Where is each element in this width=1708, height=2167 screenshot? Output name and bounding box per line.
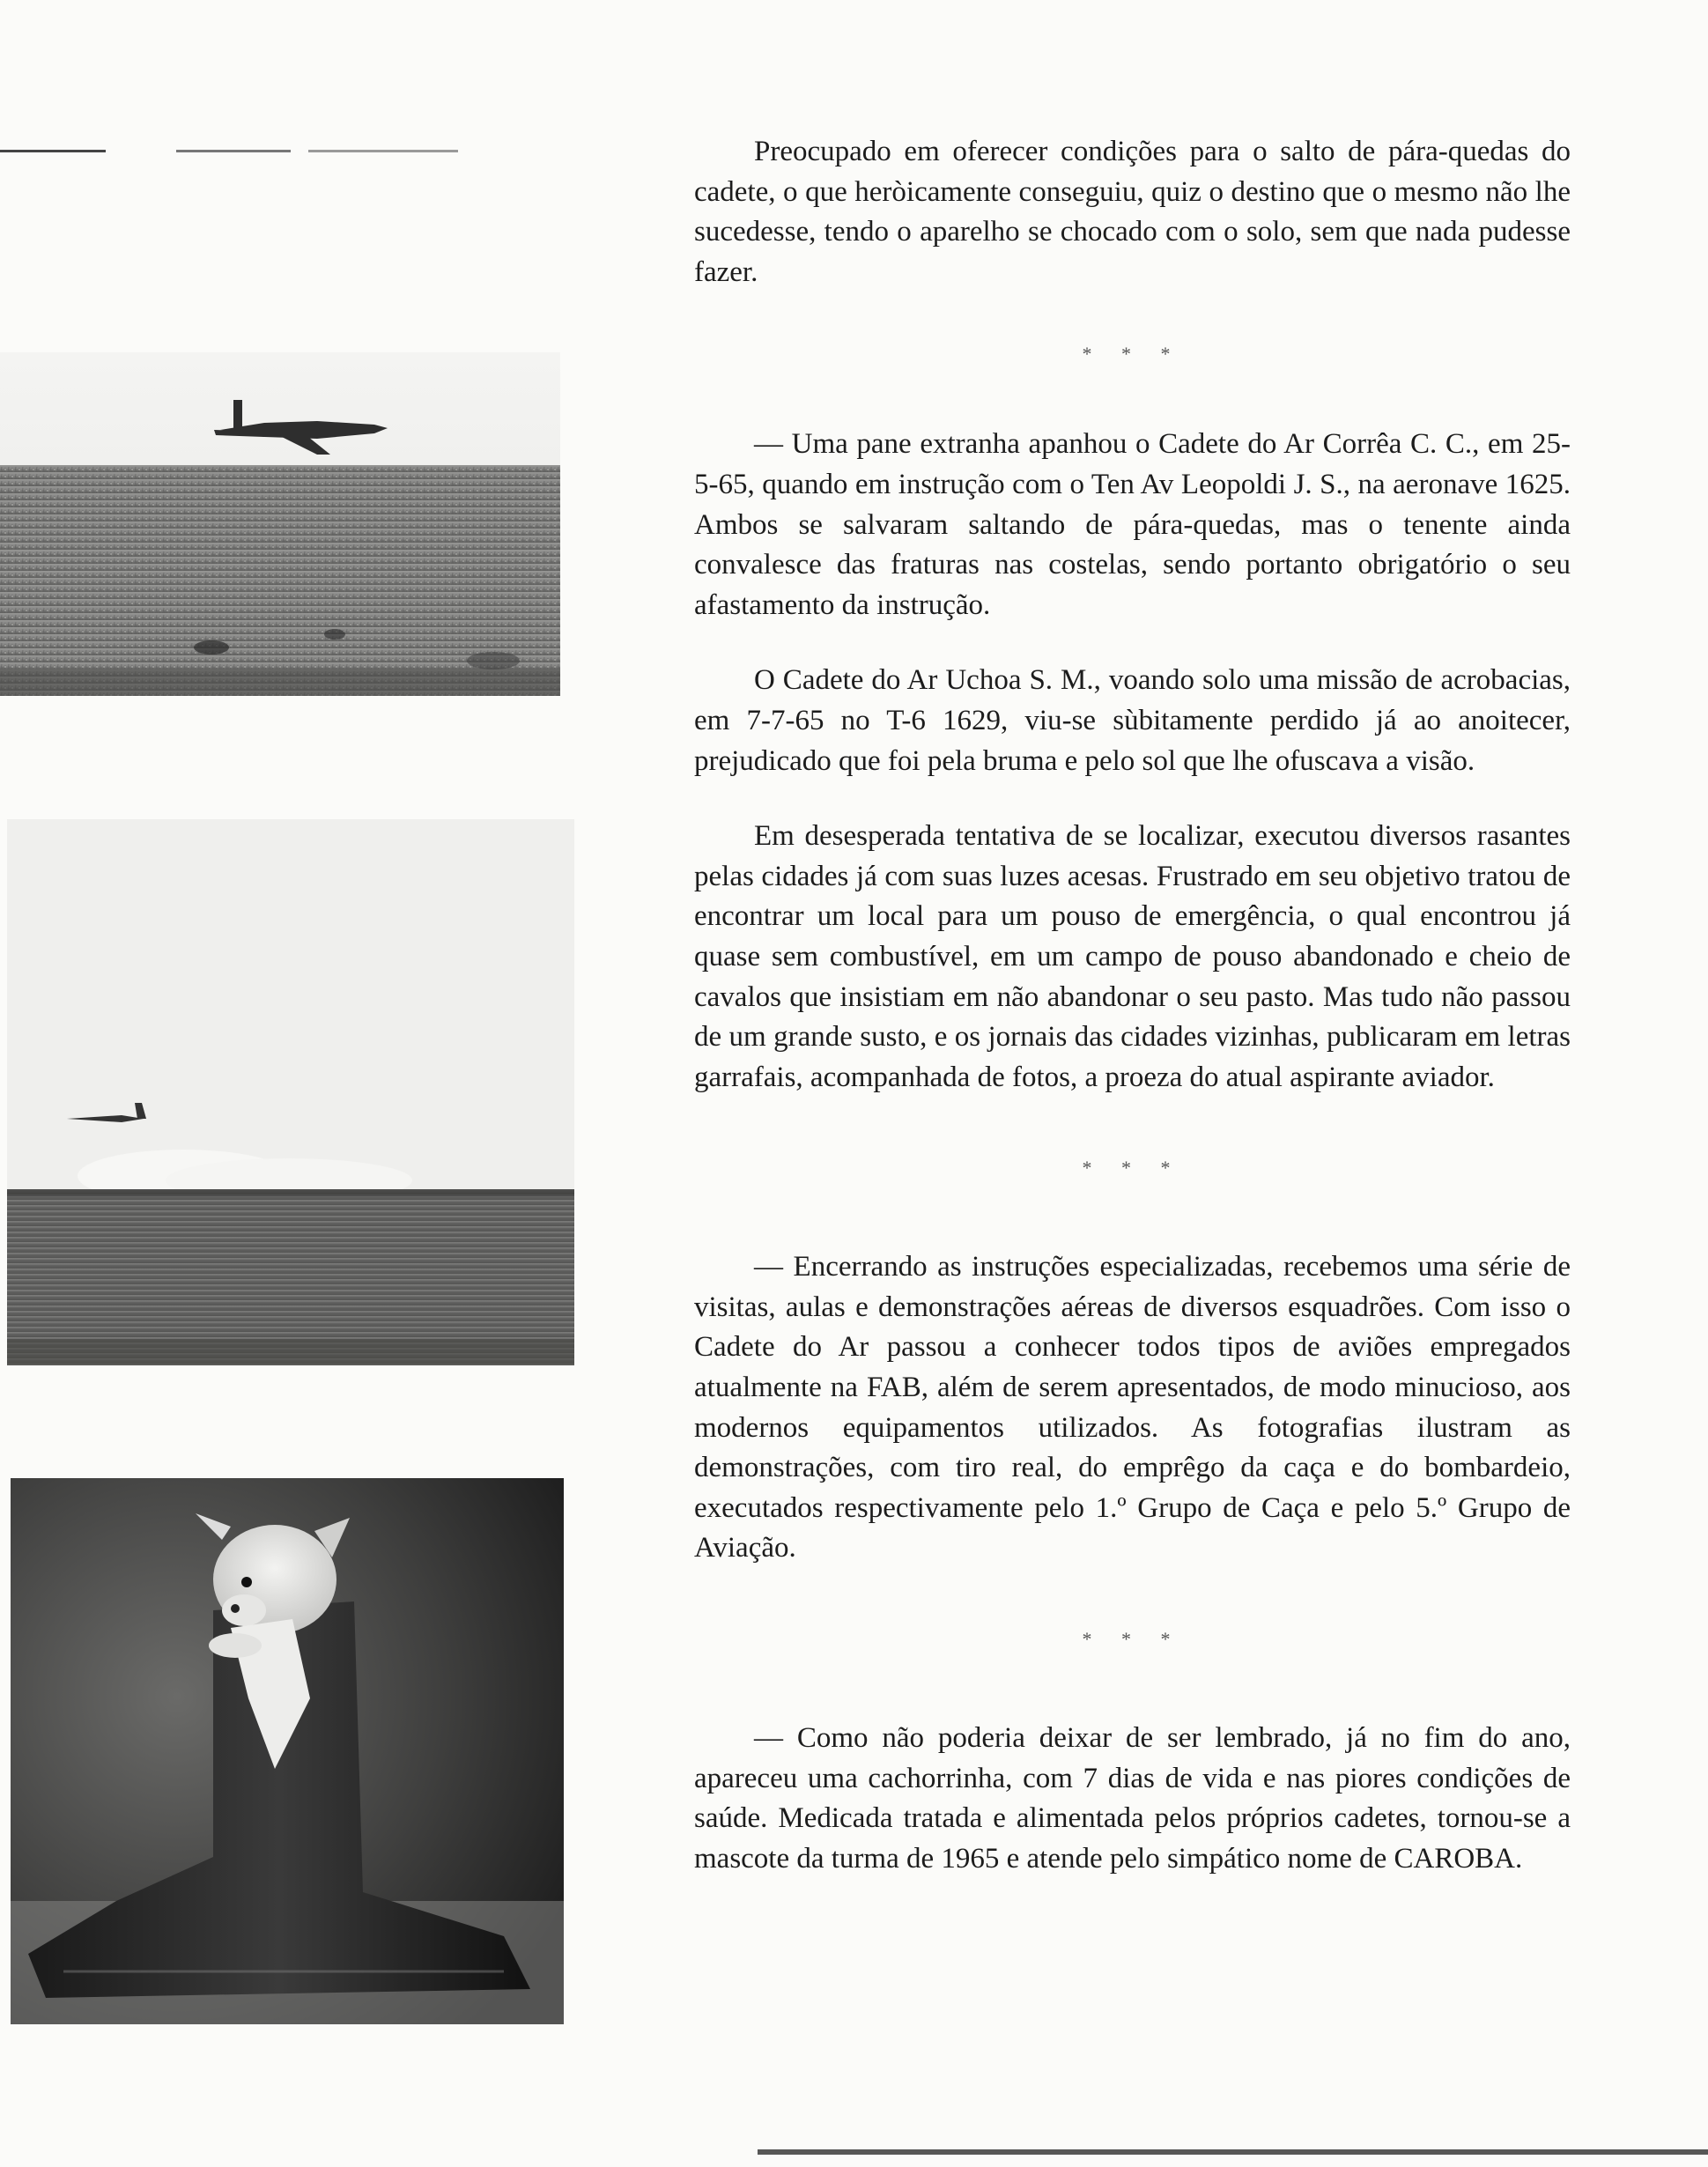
- photo-aircraft-airfield: [7, 819, 574, 1365]
- airfield-image: [7, 819, 574, 1365]
- paragraph-4: Em desesperada tentativa de se localizar, executou diversos rasantes pelas cidades já com suas luzes acesas. Frustrado em seu objetivo tratou de encontrar um local para um pouso de emergência, o qual encontrou já quase sem combustível, em um campo de pouso abandonado e cheio de cavalos que insistiam em não abandonar o seu pasto. Mas tudo não passou de um grande susto, e os jornais das cidades vizinhas, publicaram em letras garrafais, acompanhada de fotos, a proeza do atual aspirante aviador.: [694, 820, 1571, 1093]
- article-text-column: [694, 132, 1571, 1879]
- jet-field-image: [0, 352, 560, 696]
- paragraph-3: O Cadete do Ar Uchoa S. M., voando solo uma missão de acrobacias, em 7-7-65 no T-6 1629, viu-se sùbitamente perdido já ao anoitecer, prejudicado que foi pela bruma e pelo sol que lhe ofuscava a visão.: [694, 664, 1571, 777]
- paragraph-6: — Como não poderia deixar de ser lembrado, já no fim do ano, apareceu uma cachorrinha, com 7 dias de vida e nas piores condições de saúde. Medicada tratada e alimentada pelos próprios cadetes, tornou-se a mascote da turma de 1965 e atende pelo simpático nome de CAROBA.: [694, 1722, 1571, 1875]
- bottom-rule: [758, 2149, 1708, 2155]
- paragraph-2: — Uma pane extranha apanhou o Cadete do Ar Corrêa C. C., em 25-5-65, quando em instrução com o Ten Av Leopoldi J. S., na aeronave 1625. Ambos se salvaram saltando de pára-quedas, mas o tenente ainda convalesce das fraturas nas costelas, sendo portanto obrigatório o seu afastamento da instrução.: [694, 428, 1571, 621]
- paragraph-5: — Encerrando as instruções especializadas, recebemos uma série de visitas, aulas e demonstrações aéreas de diversos esquadrões. Com isso o Cadete do Ar passou a conhecer todos tipos de aviões empregados atualmente na FAB, além de serem apresentados, de modo minucioso, aos modernos equipamentos utilizados. As fotografias ilustram as demonstrações, com tiro real, do emprêgo da caça e do bombardeio, executados respectivamente pelo 1.º Grupo de Caça e pelo 5.º Grupo de Aviação.: [694, 1251, 1571, 1564]
- photo-puppy-in-boot: [11, 1478, 564, 2024]
- puppy-boot-image: [11, 1478, 564, 2024]
- top-rule: [0, 150, 564, 152]
- section-separator-1: * * *: [1082, 343, 1183, 366]
- paragraph-1: Preocupado em oferecer condições para o salto de pára-quedas do cadete, o que heròicamente conseguiu, quiz o destino que o mesmo não lhe sucedesse, tendo o aparelho se chocado com o solo, sem que nada pudesse fazer.: [694, 136, 1571, 288]
- section-separator-2: * * *: [1082, 1157, 1183, 1180]
- photo-jet-over-field: [0, 352, 560, 696]
- section-separator-3: * * *: [1082, 1628, 1183, 1651]
